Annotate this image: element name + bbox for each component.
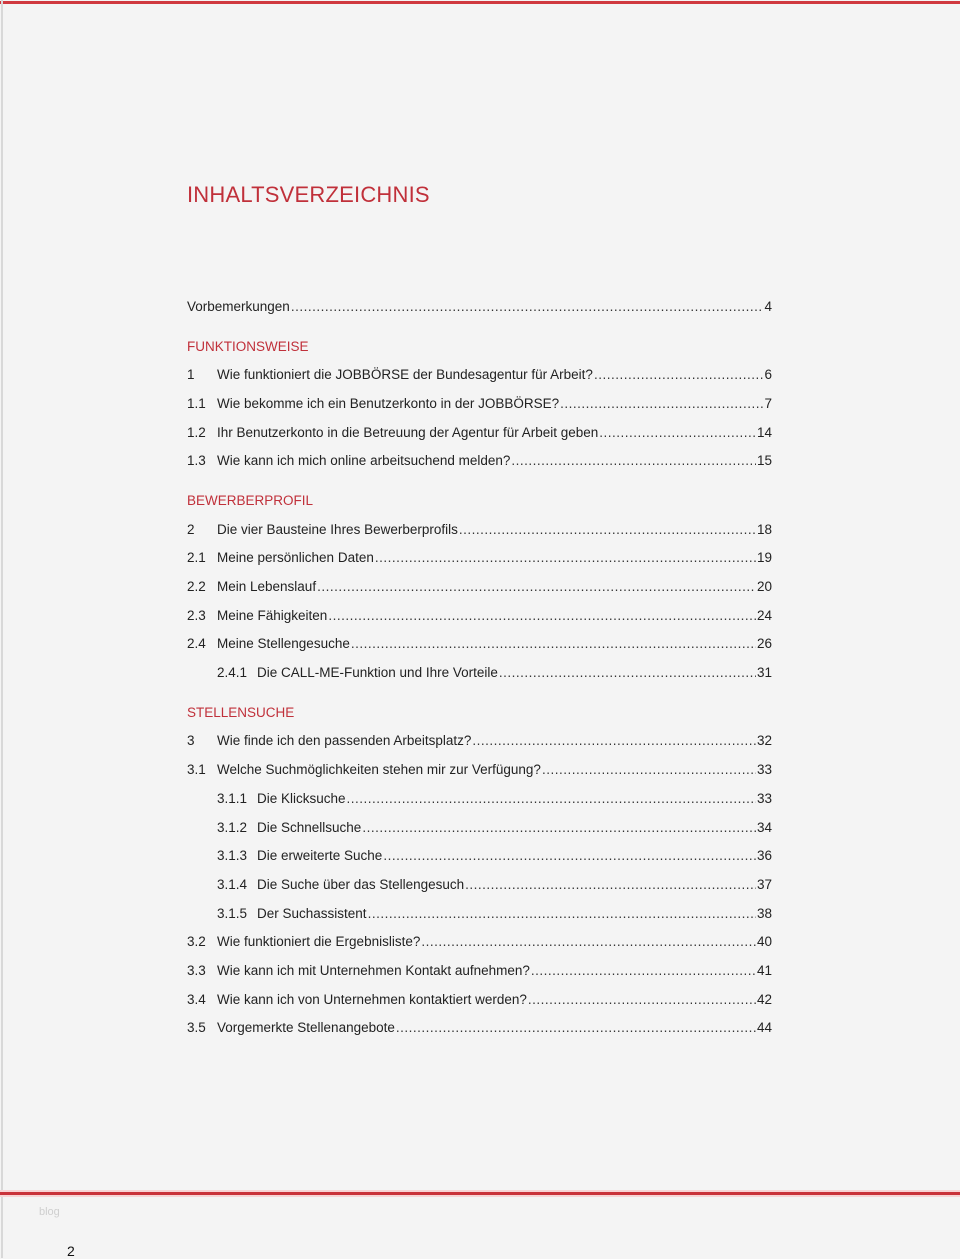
toc-entry-page: 33 bbox=[756, 762, 772, 778]
top-rule bbox=[0, 1, 960, 4]
toc-entry-title: Die Suche über das Stellengesuch bbox=[257, 876, 465, 892]
toc-entry-page: 36 bbox=[756, 848, 772, 864]
toc-entry-page: 38 bbox=[756, 905, 772, 921]
dot-leader bbox=[362, 820, 756, 835]
toc-entry-number: 2.2 bbox=[187, 579, 206, 595]
dot-leader bbox=[499, 665, 756, 680]
toc-entry-page: 14 bbox=[756, 424, 772, 440]
toc-entry[interactable] bbox=[187, 630, 772, 659]
toc-entry-page: 42 bbox=[756, 991, 772, 1007]
toc-entry-title: Vorgemerkte Stellenangebote bbox=[217, 1020, 395, 1036]
toc-entry[interactable] bbox=[187, 727, 772, 756]
toc-entry-title: Meine Stellengesuche bbox=[217, 636, 350, 652]
toc-entry[interactable] bbox=[187, 515, 772, 544]
toc-entry-page: 19 bbox=[756, 550, 772, 566]
toc-entry-page: 41 bbox=[756, 962, 772, 978]
toc-entry-number: 3.2 bbox=[187, 934, 206, 950]
toc-entry-number: 2.3 bbox=[187, 607, 206, 623]
toc-entry-number: 3.1.4 bbox=[217, 876, 248, 892]
toc-entry-title: Wie kann ich mich online arbeitsuchend melden? bbox=[217, 453, 511, 469]
dot-leader bbox=[472, 733, 756, 748]
toc-entry-number: 1.2 bbox=[187, 424, 206, 440]
dot-leader bbox=[560, 396, 763, 411]
toc-entry[interactable] bbox=[187, 658, 772, 687]
toc-entry-title: Vorbemerkungen bbox=[187, 298, 290, 314]
toc-entry-page: 31 bbox=[756, 665, 772, 681]
toc-entry[interactable] bbox=[187, 784, 772, 813]
toc-entry-title: Welche Suchmöglichkeiten stehen mir zur Verfügung? bbox=[217, 762, 541, 778]
dot-leader bbox=[528, 992, 756, 1007]
dot-leader bbox=[465, 877, 756, 892]
toc-entry-title: Meine persönlichen Daten bbox=[217, 550, 374, 566]
dot-leader bbox=[531, 963, 756, 978]
toc-entry-title: Wie kann ich mit Unternehmen Kontakt aufnehmen? bbox=[217, 962, 530, 978]
toc-entry[interactable] bbox=[187, 360, 772, 389]
toc-entry-number: 3.3 bbox=[187, 962, 206, 978]
toc-entry-title: Die Schnellsuche bbox=[257, 819, 362, 835]
toc-entry-number: 2.1 bbox=[187, 550, 206, 566]
page-number: 2 bbox=[67, 1243, 75, 1259]
toc-entry-title: Die vier Bausteine Ihres Bewerberprofils bbox=[217, 521, 458, 537]
toc-entry-number: 2 bbox=[187, 521, 195, 537]
table-of-contents bbox=[187, 292, 772, 1042]
toc-entry[interactable] bbox=[187, 1014, 772, 1043]
toc-entry-number: 3 bbox=[187, 733, 195, 749]
toc-section-heading[interactable]: BEWERBERPROFIL bbox=[187, 492, 314, 508]
toc-entry-page: 6 bbox=[764, 367, 772, 383]
toc-entry-number: 3.4 bbox=[187, 991, 206, 1007]
toc-entry-number: 3.1.5 bbox=[217, 905, 248, 921]
dot-leader bbox=[421, 934, 756, 949]
toc-entry-number: 1 bbox=[187, 367, 195, 383]
toc-entry-number: 2.4.1 bbox=[217, 665, 248, 681]
toc-entry-page: 15 bbox=[756, 453, 772, 469]
toc-entry-page: 20 bbox=[756, 579, 772, 595]
toc-entry-title: Wie kann ich von Unternehmen kontaktiert werden? bbox=[217, 991, 527, 1007]
toc-entry-page: 44 bbox=[756, 1020, 772, 1036]
watermark: blog bbox=[39, 1206, 60, 1218]
toc-entry-title: Wie finde ich den passenden Arbeitsplatz? bbox=[217, 733, 472, 749]
toc-entry-title: Mein Lebenslauf bbox=[217, 579, 317, 595]
toc-entry-page: 32 bbox=[756, 733, 772, 749]
toc-entry-page: 33 bbox=[756, 790, 772, 806]
toc-entry[interactable] bbox=[187, 899, 772, 928]
toc-entry-title: Die erweiterte Suche bbox=[257, 848, 383, 864]
toc-entry[interactable] bbox=[187, 813, 772, 842]
toc-entry[interactable] bbox=[187, 841, 772, 870]
toc-entry[interactable] bbox=[187, 870, 772, 899]
toc-entry[interactable] bbox=[187, 927, 772, 956]
dot-leader bbox=[511, 453, 756, 468]
toc-entry-page: 37 bbox=[756, 876, 772, 892]
toc-entry-title: Ihr Benutzerkonto in die Betreuung der Agentur für Arbeit geben bbox=[217, 424, 599, 440]
toc-entry[interactable] bbox=[187, 418, 772, 447]
toc-entry-title: Wie funktioniert die JOBBÖRSE der Bundesagentur für Arbeit? bbox=[217, 367, 593, 383]
toc-section-heading[interactable]: FUNKTIONSWEISE bbox=[187, 338, 309, 354]
toc-entry-page: 7 bbox=[764, 395, 772, 411]
dot-leader bbox=[347, 791, 756, 806]
toc-entry-page: 18 bbox=[756, 521, 772, 537]
toc-entry[interactable] bbox=[187, 572, 772, 601]
toc-entry[interactable] bbox=[187, 755, 772, 784]
toc-entry-title: Der Suchassistent bbox=[257, 905, 367, 921]
toc-entry-page: 4 bbox=[764, 298, 772, 314]
toc-entry-number: 3.1 bbox=[187, 762, 206, 778]
dot-leader bbox=[375, 550, 756, 565]
page-edge bbox=[1, 0, 3, 1258]
toc-entry-page: 40 bbox=[756, 934, 772, 950]
dot-leader bbox=[383, 848, 756, 863]
dot-leader bbox=[396, 1020, 756, 1035]
dot-leader bbox=[594, 367, 764, 382]
dot-leader bbox=[291, 299, 764, 314]
toc-entry-number: 3.1.2 bbox=[217, 819, 248, 835]
toc-entry[interactable] bbox=[187, 446, 772, 475]
toc-entry-page: 34 bbox=[756, 819, 772, 835]
toc-entry-number: 3.5 bbox=[187, 1020, 206, 1036]
toc-entry-title: Meine Fähigkeiten bbox=[217, 607, 328, 623]
dot-leader bbox=[368, 906, 756, 921]
toc-entry-title: Die Klicksuche bbox=[257, 790, 346, 806]
toc-entry[interactable] bbox=[187, 956, 772, 985]
toc-entry[interactable] bbox=[187, 985, 772, 1014]
toc-entry-number: 3.1.3 bbox=[217, 848, 248, 864]
dot-leader bbox=[351, 636, 756, 651]
toc-entry[interactable] bbox=[187, 389, 772, 418]
dot-leader bbox=[328, 608, 756, 623]
toc-entry[interactable] bbox=[187, 544, 772, 573]
toc-entry-title: Wie bekomme ich ein Benutzerkonto in der JOBBÖRSE? bbox=[217, 395, 560, 411]
toc-entry-title: Die CALL-ME-Funktion und Ihre Vorteile bbox=[257, 665, 498, 681]
toc-section-heading[interactable]: STELLENSUCHE bbox=[187, 704, 295, 720]
toc-entry-number: 1.1 bbox=[187, 395, 206, 411]
dot-leader bbox=[317, 579, 756, 594]
page-title: INHALTSVERZEICHNIS bbox=[187, 182, 430, 207]
toc-entry-number: 3.1.1 bbox=[217, 790, 248, 806]
toc-entry-page: 26 bbox=[756, 636, 772, 652]
dot-leader bbox=[459, 522, 756, 537]
toc-entry-number: 1.3 bbox=[187, 453, 206, 469]
toc-entry-number: 2.4 bbox=[187, 636, 206, 652]
footer-rule bbox=[0, 1192, 960, 1195]
toc-entry-page: 24 bbox=[756, 607, 772, 623]
toc-entry[interactable] bbox=[187, 601, 772, 630]
dot-leader bbox=[542, 762, 756, 777]
toc-entry-title: Wie funktioniert die Ergebnisliste? bbox=[217, 934, 421, 950]
toc-entry[interactable] bbox=[187, 292, 772, 321]
dot-leader bbox=[599, 425, 756, 440]
